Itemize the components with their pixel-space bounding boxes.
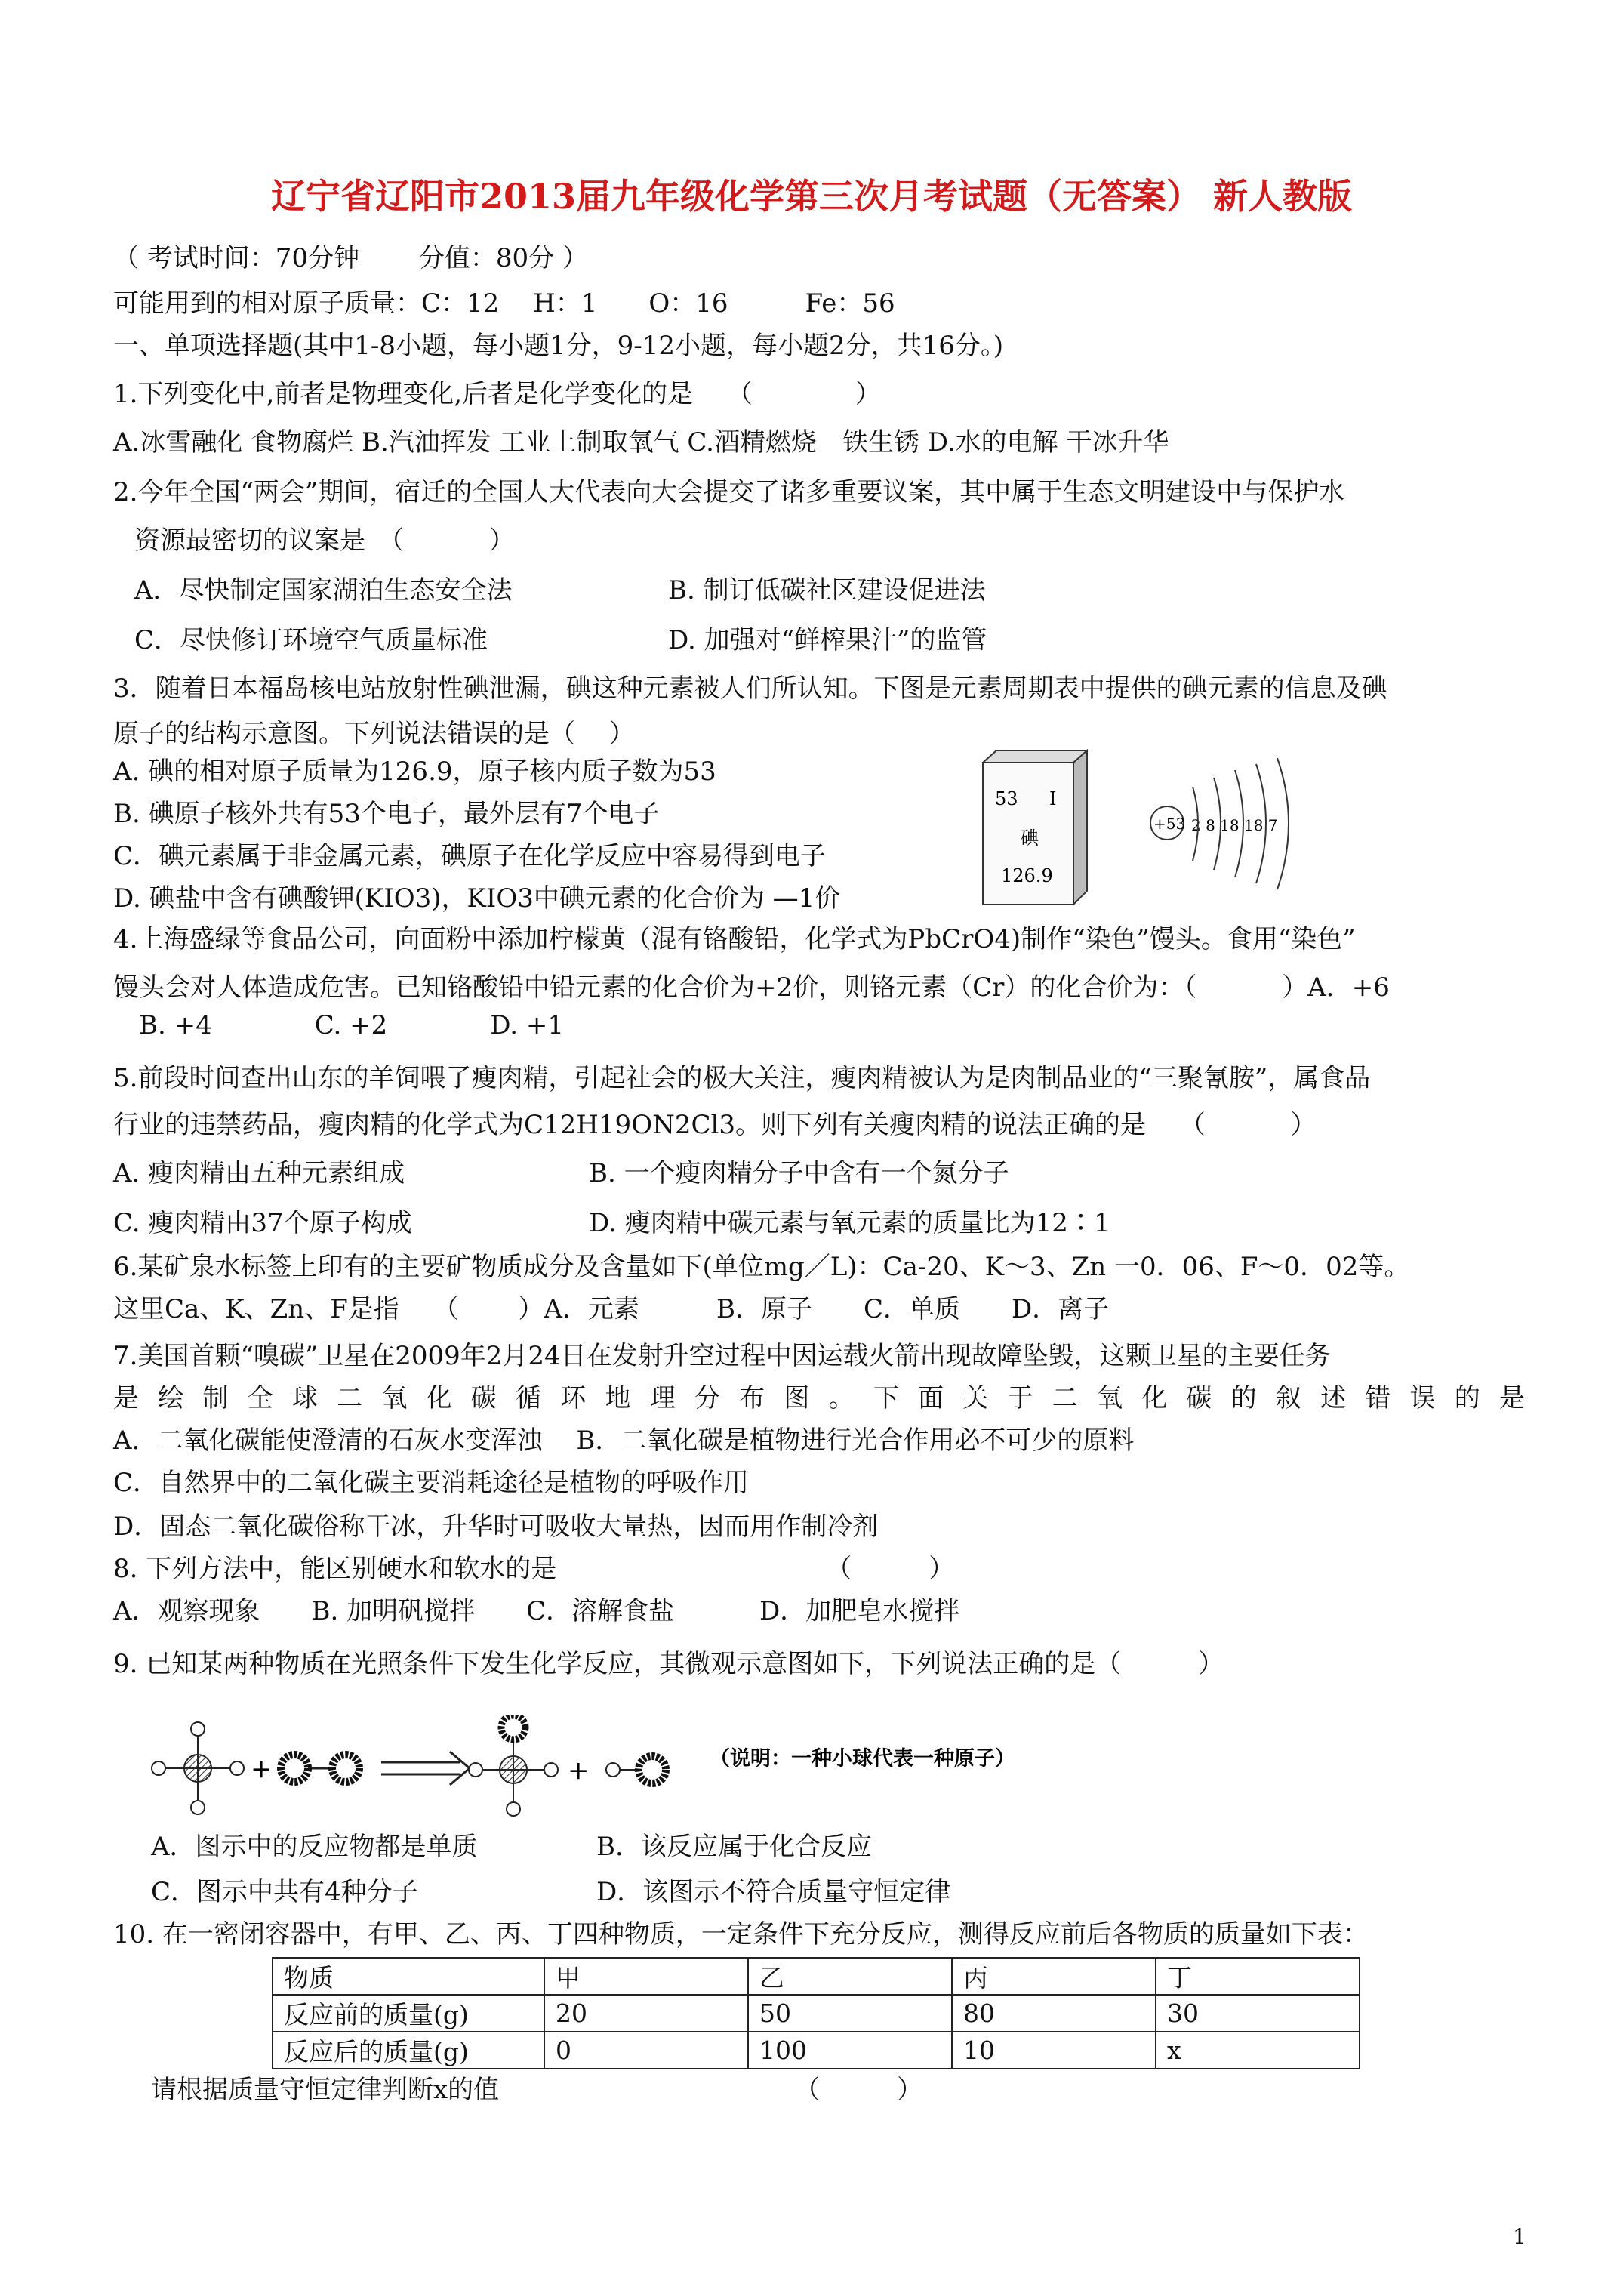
q5-line1: 5.前段时间查出山东的羊饲喂了瘦肉精，引起社会的极大关注，瘦肉精被认为是肉制品业的“三聚氰胺”，属食品: [113, 1063, 1371, 1093]
q4-line2: 馒头会对人体造成危害。已知铬酸铅中铅元素的化合价为+2价，则铬元素（Cr）的化合价为：（ ）A．+6: [113, 972, 1390, 1003]
q2-stem: 2.今年全国“两会”期间，宿迁的全国人大代表向大会提交了诸多重要议案，其中属于生态文明建设中与保护水: [113, 477, 1345, 507]
q5-line2: 行业的违禁药品，瘦肉精的化学式为C12H19ON2Cl3。则下列有关瘦肉精的说法正确的是 （ ）: [113, 1110, 1317, 1140]
q3-option-d: D. 碘盐中含有碘酸钾(KIO3)，KIO3中碘元素的化合价为 —1价: [113, 883, 841, 914]
element-number: 53: [995, 788, 1018, 809]
q6-line1: 6.某矿泉水标签上印有的主要矿物质成分及含量如下(单位mg／L)：Ca-20、K～3、Zn 一0．06、F～0．02等。: [113, 1252, 1410, 1282]
table-cell: 100: [748, 2032, 952, 2069]
q1-stem: 1.下列变化中,前者是物理变化,后者是化学变化的是 （ ）: [113, 379, 881, 409]
chloromethane-molecule: [469, 1715, 558, 1816]
q10-question: 请根据质量守恒定律判断x的值 （ ）: [151, 2075, 923, 2105]
q10-stem: 10. 在一密闭容器中，有甲、乙、丙、丁四种物质，一定条件下充分反应，测得反应前后各物质的质量如下表：: [113, 1919, 1369, 1949]
element-cell: [983, 750, 1087, 905]
section-heading: 一、单项选择题(其中1-8小题，每小题1分，9-12小题，每小题2分，共16分。): [113, 331, 1004, 361]
table-cell: 物质: [273, 1958, 544, 1995]
q5-option-b: B. 一个瘦肉精分子中含有一个氮分子: [589, 1158, 1009, 1188]
exam-title: 辽宁省辽阳市2013届九年级化学第三次月考试题（无答案） 新人教版: [270, 176, 1353, 217]
exam-time: （ 考试时间：70分钟 分值：80分 ）: [113, 243, 588, 273]
q9-option-c: C．图示中共有4种分子: [151, 1877, 418, 1907]
table-cell: 甲: [544, 1958, 748, 1995]
q3-stem-cont: 原子的结构示意图。下列说法错误的是（ ）: [113, 719, 635, 749]
table-cell: 丙: [952, 1958, 1156, 1995]
iodine-figure: [936, 747, 1329, 914]
q5-option-a: A. 瘦肉精由五种元素组成: [113, 1158, 405, 1188]
q5-option-c: C. 瘦肉精由37个原子构成: [113, 1208, 412, 1238]
reaction-diagram: [151, 1715, 1480, 1821]
q7-line2: 是绘制全球二氧化碳循环地理分布图。下面关于二氧化碳的叙述错误的是: [113, 1383, 1525, 1413]
table-cell: 反应后的质量(g): [273, 2032, 544, 2069]
q7-option-c: C．自然界中的二氧化碳主要消耗途径是植物的呼吸作用: [113, 1468, 750, 1498]
q3-option-c: C．碘元素属于非金属元素，碘原子在化学反应中容易得到电子: [113, 841, 827, 871]
atom-structure-diagram: [1150, 758, 1289, 889]
q3-option-b: B. 碘原子核外共有53个电子，最外层有7个电子: [113, 799, 660, 829]
q5-option-d: D. 瘦肉精中碳元素与氧元素的质量比为12∶1: [589, 1208, 1110, 1238]
chlorine-molecule: [281, 1755, 359, 1782]
reaction-arrow: [381, 1752, 470, 1785]
table-row: [273, 1958, 1360, 1995]
q2-stem-cont: 资源最密切的议案是 （ ）: [134, 525, 515, 556]
table-row: [273, 1995, 1360, 2032]
page-number: 1: [1513, 2224, 1526, 2249]
q7-option-d: D．固态二氧化碳俗称干冰，升华时可吸收大量热，因而用作制冷剂: [113, 1512, 879, 1542]
q9-option-a: A．图示中的反应物都是单质: [151, 1832, 478, 1862]
q2-option-d: D. 加强对“鲜榨果汁”的监管: [668, 625, 987, 655]
q8-options: A．观察现象 B. 加明矾搅拌 C．溶解食盐 D．加肥皂水搅拌: [113, 1596, 960, 1626]
table-cell: 30: [1156, 1995, 1360, 2032]
element-name: 碘: [1021, 827, 1039, 849]
table-cell: 50: [748, 1995, 952, 2032]
q6-line2: 这里Ca、K、Zn、F是指 （ ）A．元素 B．原子 C．单质 D．离子: [113, 1294, 1110, 1324]
plus-sign-2: +: [568, 1755, 590, 1786]
table-cell: 10: [952, 2032, 1156, 2069]
hydrogen-chloride-molecule: [606, 1756, 666, 1783]
table-cell: x: [1156, 2032, 1360, 2069]
q4-line1: 4.上海盛绿等食品公司，向面粉中添加柠檬黄（混有铬酸铅，化学式为PbCrO4)制作“染色”馒头。食用“染色”: [113, 924, 1356, 954]
methane-molecule: [152, 1722, 244, 1814]
q9-option-d: D．该图示不符合质量守恒定律: [596, 1877, 951, 1907]
q8-stem: 8. 下列方法中，能区别硬水和软水的是 （ ）: [113, 1554, 955, 1584]
element-symbol: I: [1049, 788, 1057, 809]
q2-option-a: A．尽快制定国家湖泊生态安全法: [134, 575, 513, 606]
q4-options: B. +4 C. +2 D. +1: [113, 1010, 565, 1040]
q9-option-b: B．该反应属于化合反应: [596, 1832, 872, 1862]
table-row: [273, 2032, 1360, 2069]
mass-table: [272, 1957, 1360, 2069]
nucleus-charge: +53: [1153, 815, 1186, 833]
q7-options-ab: A．二氧化碳能使澄清的石灰水变浑浊 B．二氧化碳是植物进行光合作用必不可少的原料: [113, 1425, 1135, 1456]
table-cell: 80: [952, 1995, 1156, 2032]
q3-option-a: A. 碘的相对原子质量为126.9，原子核内质子数为53: [113, 757, 716, 787]
atomic-masses: 可能用到的相对原子质量：C：12 H：1 O：16 Fe：56: [113, 288, 895, 319]
table-cell: 0: [544, 2032, 748, 2069]
electron-shells: 2 8 18 18 7: [1191, 816, 1278, 834]
q7-line1: 7.美国首颗“嗅碳”卫星在2009年2月24日在发射升空过程中因运载火箭出现故障坠毁，这颗卫星的主要任务: [113, 1341, 1331, 1371]
q2-option-c: C．尽快修订环境空气质量标准: [134, 625, 488, 655]
q1-options: A.冰雪融化 食物腐烂 B.汽油挥发 工业上制取氧气 C.酒精燃烧 铁生锈 D.水的电解 干冰升华: [113, 427, 1169, 458]
table-cell: 反应前的质量(g): [273, 1995, 544, 2032]
q2-option-b: B. 制订低碳社区建设促进法: [668, 575, 986, 606]
plus-sign: +: [251, 1754, 273, 1784]
q3-stem: 3．随着日本福岛核电站放射性碘泄漏，碘这种元素被人们所认知。下图是元素周期表中提供的碘元素的信息及碘: [113, 673, 1387, 704]
element-mass: 126.9: [1001, 865, 1053, 886]
q9-stem: 9. 已知某两种物质在光照条件下发生化学反应，其微观示意图如下，下列说法正确的是（ ）: [113, 1649, 1224, 1679]
table-cell: 20: [544, 1995, 748, 2032]
table-cell: 丁: [1156, 1958, 1360, 1995]
diagram-note: （说明：一种小球代表一种原子）: [710, 1747, 1015, 1771]
table-cell: 乙: [748, 1958, 952, 1995]
